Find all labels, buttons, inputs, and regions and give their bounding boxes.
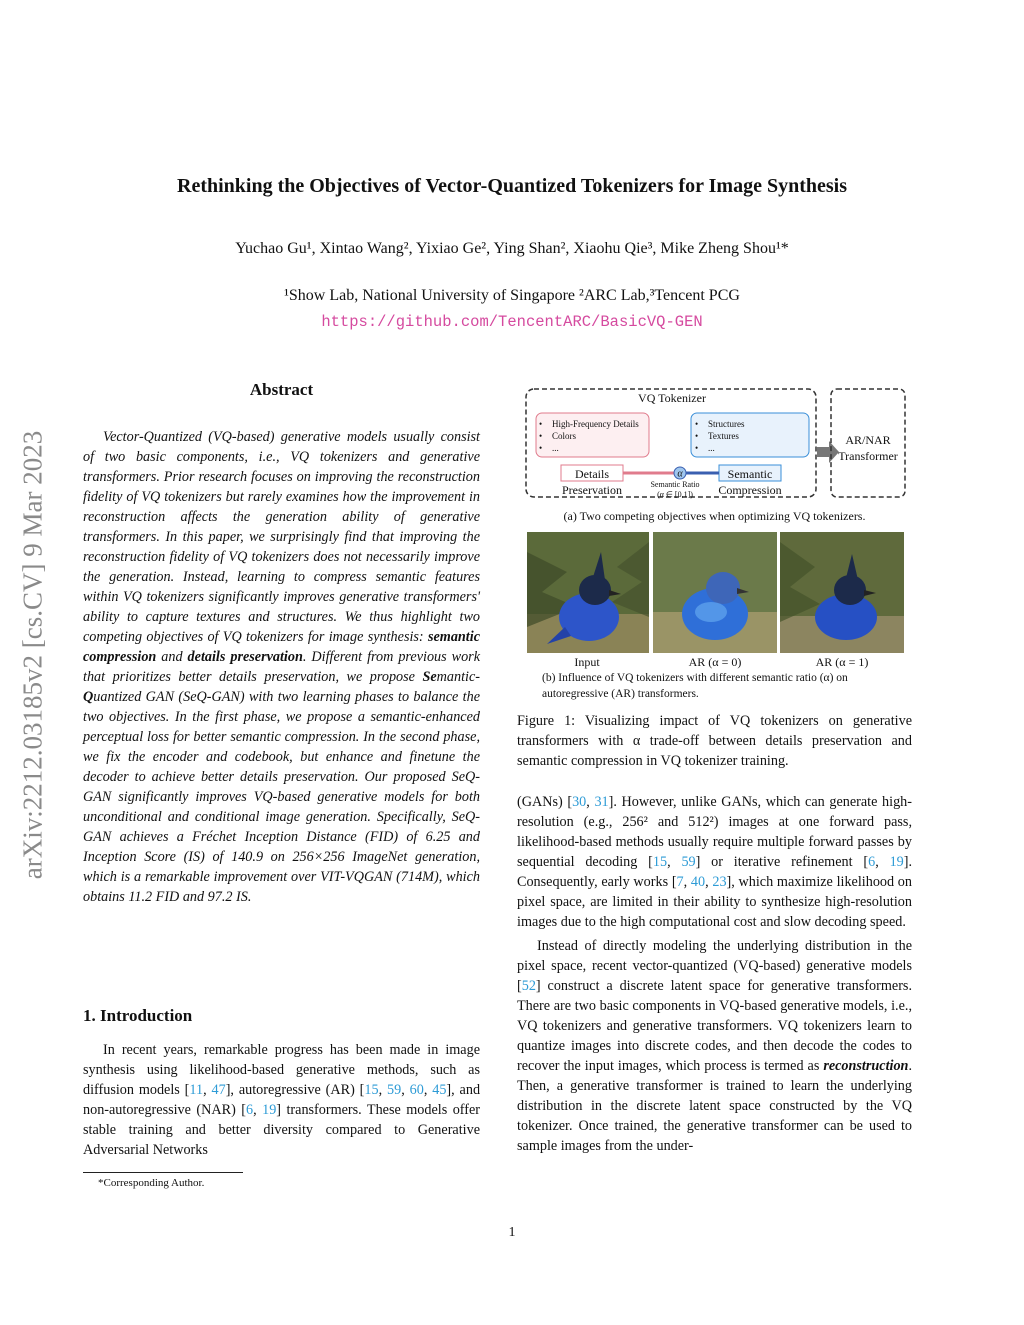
bullet-icon: • — [695, 443, 699, 453]
paper-title: Rethinking the Objectives of Vector-Quantized Tokenizers for Image Synthesis — [177, 175, 847, 197]
citation-link[interactable]: 19 — [889, 854, 904, 870]
bird-image-input — [527, 532, 649, 653]
affiliations: ¹Show Lab, National University of Singapore ²ARC Lab,³Tencent PCG — [284, 287, 740, 304]
image-label-ar-1: AR (α = 1) — [815, 655, 869, 669]
bullet-icon: • — [539, 443, 543, 453]
page-number: 1 — [508, 1225, 516, 1240]
citation-link[interactable]: 7 — [676, 874, 684, 890]
bullet-icon: • — [695, 431, 699, 441]
citation-link[interactable]: 59 — [681, 854, 696, 870]
compression-label: Compression — [718, 483, 782, 497]
citation-link[interactable]: 31 — [594, 794, 609, 810]
citation-link[interactable]: 52 — [521, 978, 536, 994]
citation-link[interactable]: 45 — [432, 1082, 447, 1098]
arxiv-id: arXiv:2212.03185v2 [cs.CV] 9 Mar 2023 — [17, 430, 48, 880]
hf-item-3: ... — [552, 443, 559, 453]
hf-item-1: High-Frequency Details — [552, 419, 639, 429]
citation-link[interactable]: 47 — [211, 1082, 226, 1098]
st-item-1: Structures — [708, 419, 745, 429]
bullet-icon: • — [539, 419, 543, 429]
semantic-ratio-label: Semantic Ratio — [650, 480, 700, 489]
preservation-label: Preservation — [562, 483, 622, 497]
citation-link[interactable]: 6 — [868, 854, 876, 870]
citation-link[interactable]: 11 — [189, 1082, 204, 1098]
details-label: Details — [575, 467, 609, 481]
citation-link[interactable]: 6 — [246, 1102, 254, 1118]
hf-item-2: Colors — [552, 431, 577, 441]
arxiv-stamp — [13, 355, 53, 955]
semantic-ratio-range: (α ∈ [0,1]) — [657, 490, 693, 499]
image-label-ar-0: AR (α = 0) — [688, 655, 742, 669]
bird-image-ar-alpha-0 — [653, 532, 777, 653]
right-column-body: (GANs) [30, 31]. However, unlike GANs, which can generate high-resolution (e.g., 256² and 512²) images at one forward pass, likelihood-based methods usually require multiple forward passes by sequential decoding [15, 59] or iterative refinement [6, 19]. Consequently, early works [7, 40, 23], which maximize likelihood on pixel space, are limited in their ability to synthesize high-resolution images due to the high computational cost and slow decoding speed. Instead of directly modeling the underlying distribution in the pixel space, recent vector-quantized (VQ-based) generative models [52] construct a discrete latent space for generative transformers. There are two basic components in VQ-based generative models, i.e., VQ tokenizers and generative transformers. VQ tokenizers learn to quantize images into discrete codes, and then decode the codes to recover the input images, which process is termed as reconstruction. Then, a generative transformer is trained to learn the underlying distribution in the discrete latent space constructed by the VQ tokenizer. Once trained, the generative transformer can be used to sample images from the under- — [517, 794, 913, 1154]
alpha-symbol: α — [677, 468, 683, 480]
bird-image-ar-alpha-1 — [780, 532, 904, 653]
repo-link[interactable]: https://github.com/TencentARC/BasicVQ-GEN — [321, 313, 703, 331]
footnote-rule — [83, 1172, 243, 1173]
author-list: Yuchao Gu¹, Xintao Wang², Yixiao Ge², Ying Shan², Xiaohu Qie³, Mike Zheng Shou¹* — [235, 240, 789, 257]
vq-title: VQ Tokenizer — [638, 391, 706, 405]
semantic-label: Semantic — [727, 467, 773, 481]
bullet-icon: • — [695, 419, 699, 429]
arrow-icon — [817, 441, 839, 463]
st-item-2: Textures — [708, 431, 739, 441]
abstract-body: Vector-Quantized (VQ-based) generative models usually consist of two basic components, i.e., VQ tokenizers and generative transformers. Prior research focuses on improving the reconstruction fidelity of VQ tokenizers but rarely examines how the improvement in reconstruction affects the generation ability of generative transformers. In this paper, we surprisingly find that improving the reconstruction fidelity of VQ tokenizers does not necessarily improve the generation. Instead, learning to compress semantic features within VQ tokenizers significantly improves generative transformers' ability to capture textures and structures. We thus highlight two competing objectives of VQ tokenizers for image synthesis: semantic compression and details preservation. Different from previous work that prioritizes better details preservation, we propose Semantic-Quantized GAN (SeQ-GAN) with two learning phases to balance the two objectives. In the first phase, we propose a semantic-enhanced perceptual loss for better semantic compression. In the second phase, we fix the encoder and codebook, but enhance and finetune the decoder to achieve better details preservation. Our proposed SeQ-GAN significantly improves VQ-based generative models for both unconditional and conditional image generation. Specifically, SeQ-GAN achieves a Fréchet Inception Distance (FID) of 6.25 and Inception Score (IS) of 140.9 on 256×256 ImageNet generation, which is a remarkable improvement over VIT-VQGAN (714M), which obtains 11.2 FID and 97.2 IS. — [83, 429, 481, 905]
abstract-heading: Abstract — [249, 380, 314, 399]
vq-tokenizer-diagram — [517, 385, 912, 507]
citation-link[interactable]: 15 — [364, 1082, 379, 1098]
figure-caption-a: (a) Two competing objectives when optimizing VQ tokenizers. — [563, 509, 866, 523]
st-item-3: ... — [708, 443, 715, 453]
citation-link[interactable]: 23 — [712, 874, 727, 890]
figure-caption-b: (b) Influence of VQ tokenizers with different semantic ratio (α) on autoregressive (AR) transformers. — [542, 672, 848, 700]
introduction-body: In recent years, remarkable progress has been made in image synthesis using likelihood-based generative methods, such as diffusion models [11, 47], autoregressive (AR) [15, 59, 60, 45], and non-autoregressive (NAR) [6, 19] transformers. These models offer stable training and better diversity compared to Generative Adversarial Networks — [83, 1042, 481, 1158]
citation-link[interactable]: 19 — [262, 1102, 277, 1118]
section-heading-introduction: 1. Introduction — [83, 1006, 193, 1025]
transformer-label-1: AR/NAR — [845, 433, 891, 447]
citation-link[interactable]: 59 — [387, 1082, 402, 1098]
figure-1-caption: Figure 1: Visualizing impact of VQ tokenizers on generative transformers with α trade-off between details preservation and semantic compression in VQ tokenizer training. — [517, 713, 912, 769]
citation-link[interactable]: 30 — [572, 794, 587, 810]
citation-link[interactable]: 40 — [690, 874, 706, 890]
bullet-icon: • — [539, 431, 543, 441]
citation-link[interactable]: 15 — [652, 854, 668, 870]
transformer-label-2: Transformer — [838, 449, 898, 463]
footnote: *Corresponding Author. — [98, 1177, 205, 1189]
image-label-input: Input — [574, 655, 600, 669]
citation-link[interactable]: 60 — [409, 1082, 424, 1098]
